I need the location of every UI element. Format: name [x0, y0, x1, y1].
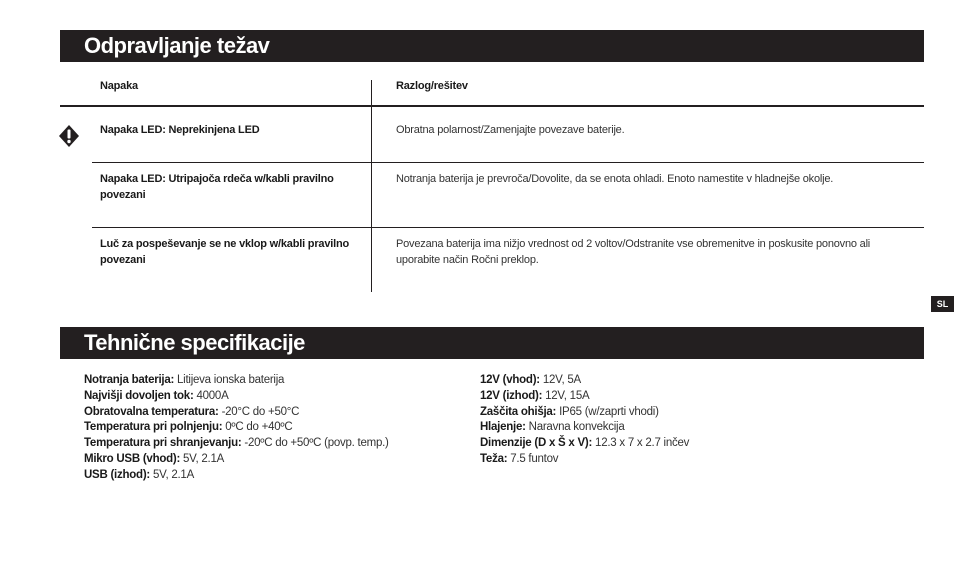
spec-value: 5V, 2.1A [183, 452, 225, 465]
spec-label: 12V (vhod): [480, 374, 540, 386]
spec-label: Notranja baterija: [84, 374, 175, 386]
spec-row [84, 405, 464, 421]
spec-value: Naravna konvekcija [528, 421, 625, 434]
spec-label: Hlajenje: [480, 421, 526, 434]
spec-value: 4000A [196, 389, 229, 402]
spec-label: Temperatura pri polnjenju: [84, 421, 223, 434]
spec-row [84, 452, 464, 468]
table-cell-fix: Povezana baterija ima nižjo vrednost od 2 voltov/Odstranite vse obremenitve in poskusite ponovno ali uporabite način Ročni preklop. [396, 238, 871, 266]
spec-value: IP65 (w/zaprti vhodi) [559, 405, 659, 418]
table-cell-fault: Napaka LED: Utripajoča rdeča w/kabli pravilno povezani [100, 173, 334, 201]
spec-value: -20°C do +50°C [221, 405, 300, 418]
spec-row [84, 389, 464, 405]
warning-icon [58, 124, 80, 148]
spec-value: 0ºC do +40ºC [225, 421, 293, 434]
table-cell-fix: Notranja baterija je prevroča/Dovolite, da se enota ohladi. Enoto namestite v hladnejše okolje. [396, 173, 834, 185]
table-header-divider [60, 105, 924, 107]
spec-label: Dimenzije (D x Š x V): [480, 437, 593, 450]
spec-row [84, 436, 464, 452]
spec-row [480, 452, 910, 468]
table-cell-fault: Luč za pospeševanje se ne vklop w/kabli pravilno povezani [100, 238, 349, 266]
spec-label: Obratovalna temperatura: [84, 405, 219, 418]
spec-value: 12V, 15A [545, 389, 590, 402]
spec-label: Temperatura pri shranjevanju: [84, 437, 242, 450]
troubleshooting-title: Odpravljanje težav [60, 30, 924, 62]
table-cell-fault: Napaka LED: Neprekinjena LED [100, 124, 260, 136]
column-header-fix: Razlog/rešitev [396, 80, 468, 92]
table-row-divider [92, 227, 924, 228]
specs-list-left [84, 373, 464, 484]
spec-row [480, 420, 910, 436]
spec-row [84, 468, 464, 484]
spec-label: Najvišji dovoljen tok: [84, 389, 194, 402]
language-badge: SL [931, 296, 954, 312]
specs-title: Tehnične specifikacije [60, 327, 924, 359]
spec-label: USB (izhod): [84, 468, 150, 481]
spec-value: 7.5 funtov [510, 452, 559, 465]
table-row-divider [92, 162, 924, 163]
spec-row [480, 389, 910, 405]
spec-row [84, 373, 464, 389]
spec-value: -20ºC do +50ºC (povp. temp.) [244, 437, 389, 450]
spec-label: Zaščita ohišja: [480, 405, 557, 418]
spec-row [480, 373, 910, 389]
spec-label: 12V (izhod): [480, 389, 543, 402]
spec-value: Litijeva ionska baterija [177, 374, 285, 386]
spec-value: 12.3 x 7 x 2.7 inčev [595, 437, 690, 450]
spec-value: 12V, 5A [542, 374, 581, 386]
spec-row [480, 436, 910, 452]
spec-row [84, 420, 464, 436]
table-cell-fix: Obratna polarnost/Zamenjajte povezave baterije. [396, 124, 625, 136]
spec-value: 5V, 2.1A [152, 468, 194, 481]
table-column-divider [371, 80, 372, 292]
spec-row [480, 405, 910, 421]
specs-list-right [480, 373, 910, 468]
spec-label: Mikro USB (vhod): [84, 452, 181, 465]
spec-label: Teža: [480, 452, 508, 465]
column-header-fault: Napaka [100, 80, 138, 92]
